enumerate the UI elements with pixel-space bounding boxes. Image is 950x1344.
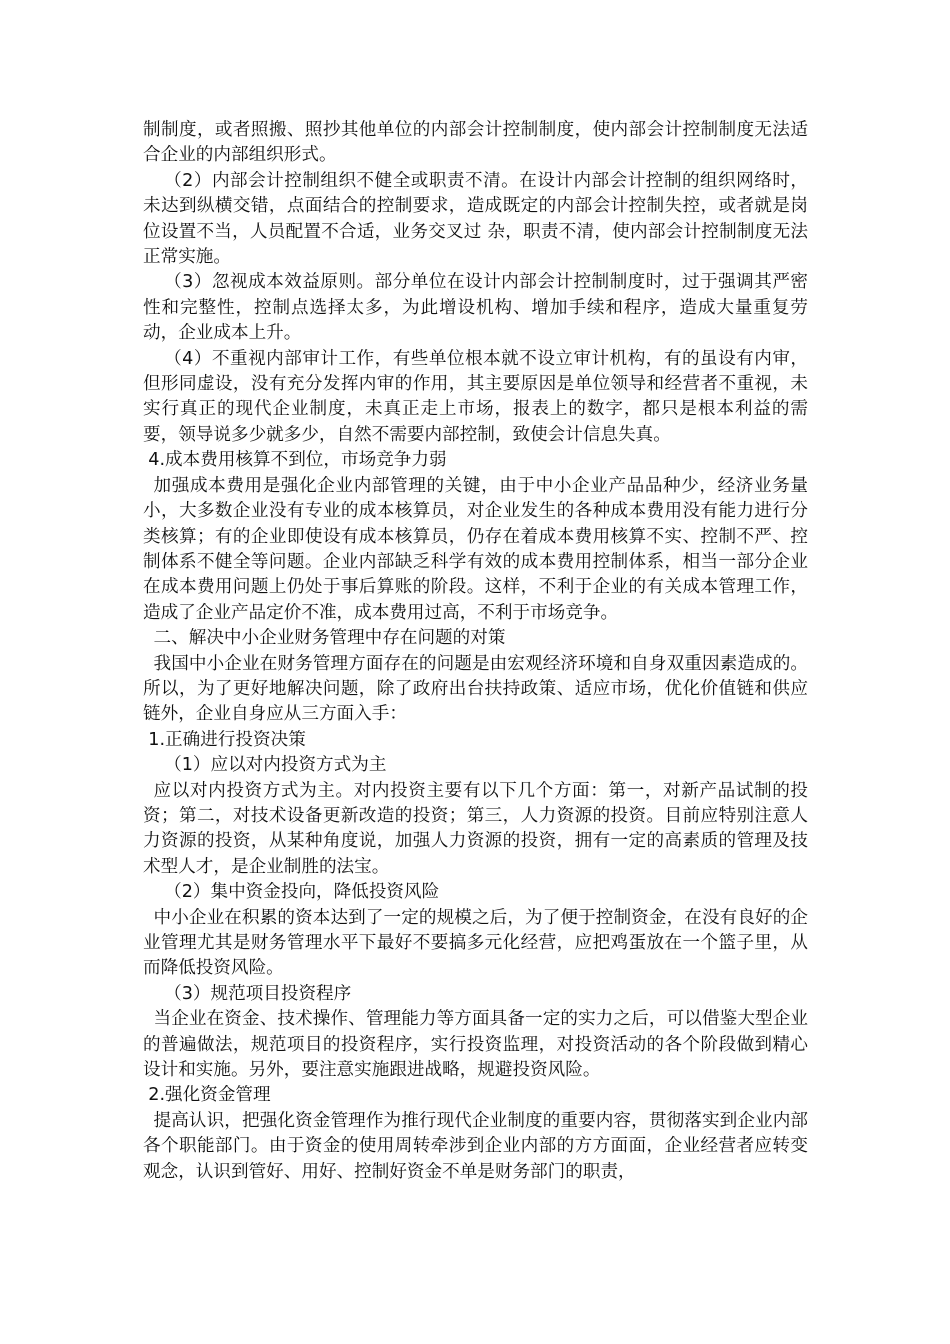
section-heading: 1.正确进行投资决策 (148, 729, 306, 750)
body-paragraph: 制制度，或者照搬、照抄其他单位的内部会计控制制度，使内部会计控制制度无法适合企业的内部组织形式。 (143, 120, 808, 166)
body-paragraph: 应以对内投资方式为主。对内投资主要有以下几个方面：第一，对新产品试制的投资；第二，对技术设备更新改造的投资；第三，人力资源的投资。目前应特别注意人力资源的投资，从某种角度说，加强人力资源的投资，拥有一定的高素质的管理及技术型人才，是企业制胜的法宝。 (143, 780, 808, 877)
subsection-heading: （2）集中资金投向，降低投资风险 (164, 882, 440, 903)
subsection-heading: （1）应以对内投资方式为主 (164, 755, 387, 776)
body-paragraph: 提高认识，把强化资金管理作为推行现代企业制度的重要内容，贯彻落实到企业内部各个职能部门。由于资金的使用周转牵涉到企业内部的方方面面，企业经营者应转变观念，认识到管好、用好、控制好资金不单是财务部门的职责， (143, 1110, 808, 1182)
list-item: （3）忽视成本效益原则。部分单位在设计内部会计控制制度时，过于强调其严密性和完整性，控制点选择太多，为此增设机构、增加手续和程序，造成大量重复劳动，企业成本上升。 (143, 272, 808, 344)
body-paragraph: 当企业在资金、技术操作、管理能力等方面具备一定的实力之后，可以借鉴大型企业的普遍做法，规范项目的投资程序，实行投资监理，对投资活动的各个阶段做到精心设计和实施。另外，要注意实施跟进战略，规避投资风险。 (143, 1009, 808, 1081)
section-heading: 2.强化资金管理 (148, 1085, 271, 1106)
list-item: （4）不重视内部审计工作，有些单位根本就不设立审计机构，有的虽设有内审，但形同虚设，没有充分发挥内审的作用，其主要原因是单位领导和经营者不重视，未实行真正的现代企业制度，未真正走上市场，报表上的数字，都只是根本利益的需要，领导说多少就多少，自然不需要内部控制，致使会计信息失真。 (143, 348, 808, 445)
subsection-heading: （3）规范项目投资程序 (164, 983, 352, 1004)
body-paragraph: 我国中小企业在财务管理方面存在的问题是由宏观经济环境和自身双重因素造成的。所以，为了更好地解决问题，除了政府出台扶持政策、适应市场，优化价值链和供应链外，企业自身应从三方面入手： (143, 653, 808, 725)
section-heading: 二、解决中小企业财务管理中存在问题的对策 (153, 628, 506, 649)
document-page (143, 118, 808, 1185)
list-item: （2）内部会计控制组织不健全或职责不清。在设计内部会计控制的组织网络时，未达到纵横交错，点面结合的控制要求，造成既定的内部会计控制失控，或者就是岗位设置不当，人员配置不合适，业务交叉过 杂，职责不清，使内部会计控制制度无法正常实施。 (143, 170, 808, 268)
body-paragraph: 加强成本费用是强化企业内部管理的关键，由于中小企业产品品种少，经济业务量小，大多数企业没有专业的成本核算员，对企业发生的各种成本费用没有能力进行分类核算；有的企业即使设有成本核算员，仍存在着成本费用核算不实、控制不严、控制体系不健全等问题。企业内部缺乏科学有效的成本费用控制体系，相当一部分企业在成本费用问题上仍处于事后算账的阶段。这样，不利于企业的有关成本管理工作，造成了企业产品定价不准，成本费用过高，不利于市场竞争。 (143, 475, 808, 623)
section-heading: 4.成本费用核算不到位，市场竞争力弱 (148, 450, 447, 471)
body-paragraph: 中小企业在积累的资本达到了一定的规模之后，为了便于控制资金，在没有良好的企业管理尤其是财务管理水平下最好不要搞多元化经营，应把鸡蛋放在一个篮子里，从而降低投资风险。 (143, 907, 808, 979)
